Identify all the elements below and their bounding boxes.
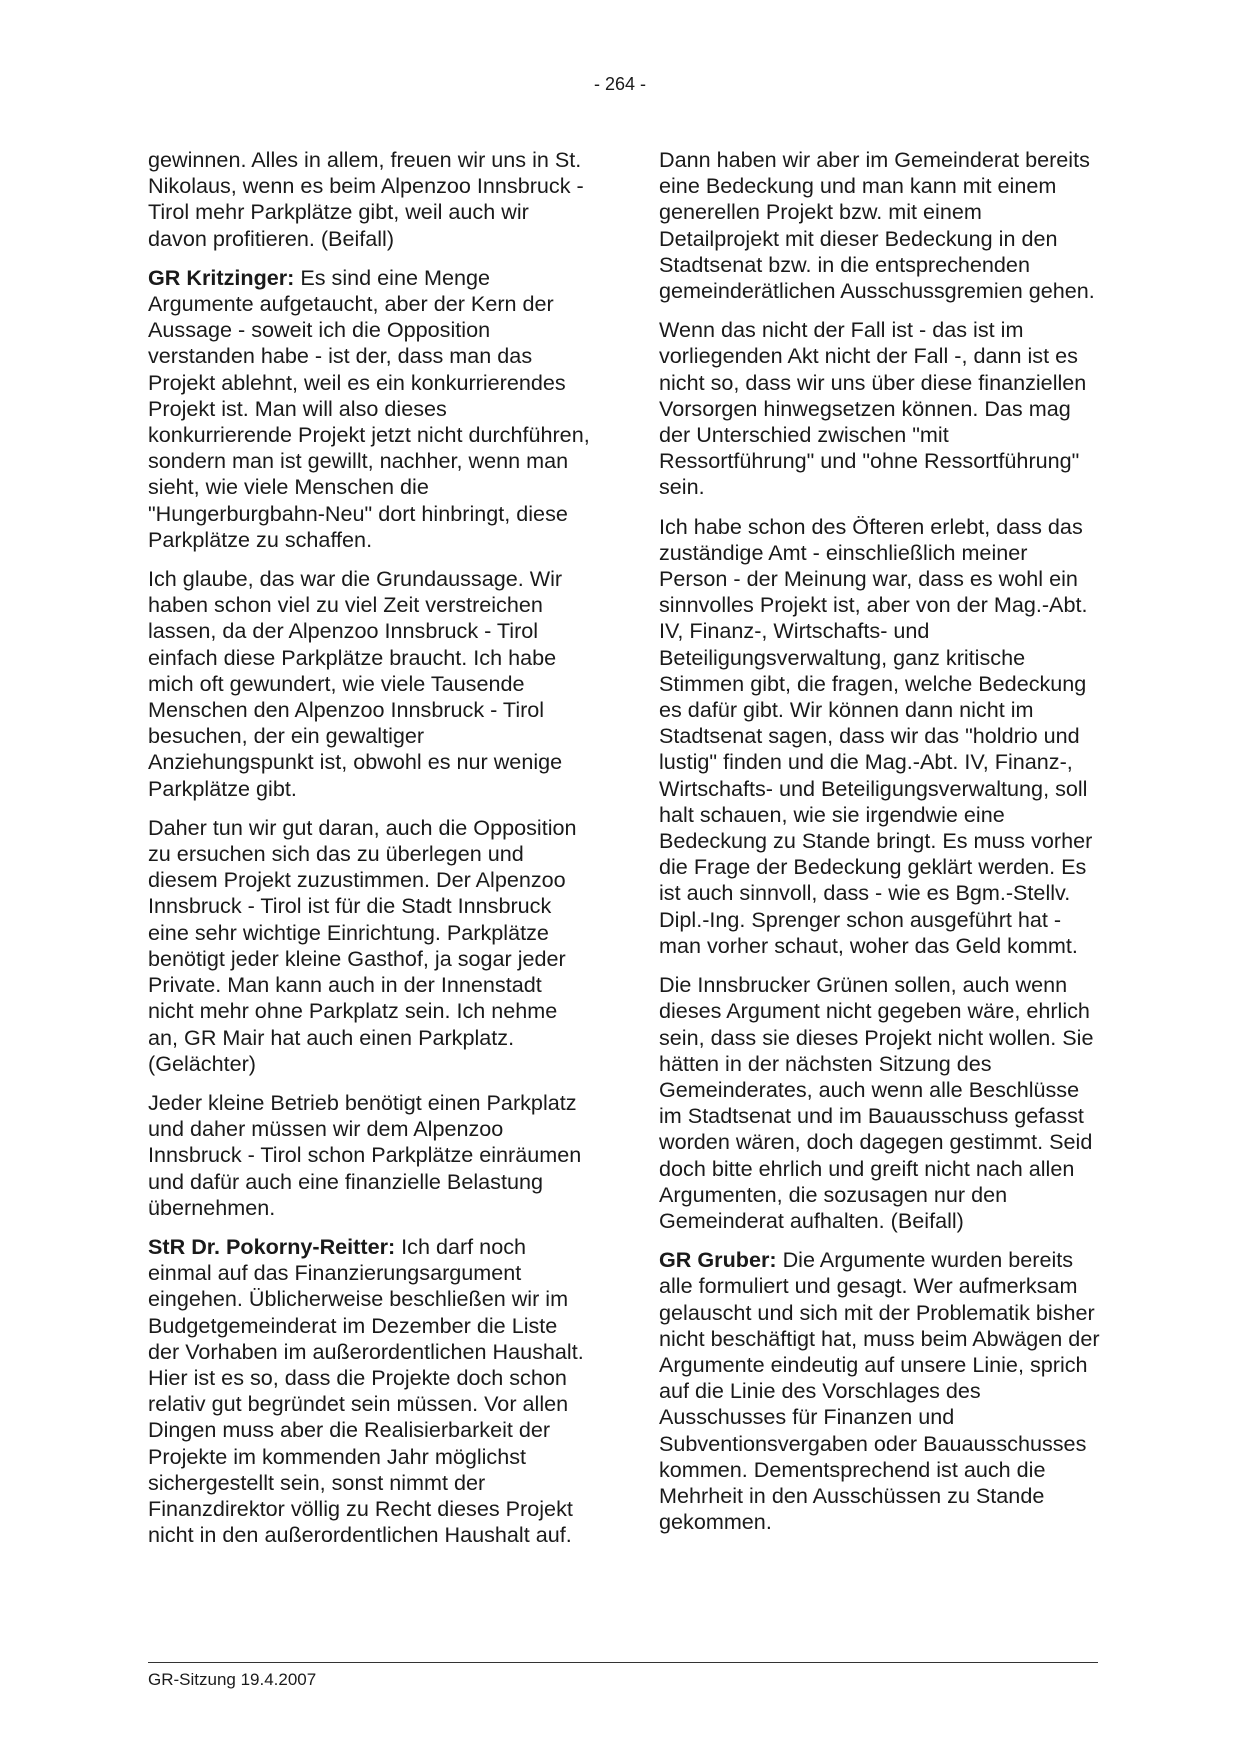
paragraph-text: Jeder kleine Betrieb benötigt einen Parkplatz und daher müssen wir dem Alpenzoo Innsbruck - Tirol schon Parkplätze einräumen und dafür auch eine finanzielle Belastung übernehmen. (148, 1089, 582, 1220)
speaker-name: GR Gruber: (659, 1247, 777, 1273)
paragraph (148, 1234, 590, 1548)
paragraph (659, 147, 1101, 304)
paragraph-text: Dann haben wir aber im Gemeinderat bereits eine Bedeckung und man kann mit einem generellen Projekt bzw. mit einem Detailprojekt mit dieser Bedeckung in den Stadtsenat bzw. in die entsprechenden gemeinderätlichen Ausschussgremien gehen. (659, 147, 1095, 304)
paragraph (659, 972, 1101, 1234)
paragraph-text: Daher tun wir gut daran, auch die Opposition zu ersuchen sich das zu überlegen und diesem Projekt zuzustimmen. Der Alpenzoo Innsbruck - Tirol ist für die Stadt Innsbruck eine sehr wichtige Einrichtung. Parkplätze benötigt jeder kleine Gasthof, ja sogar jeder Private. Man kann auch in der Innenstadt nicht mehr ohne Parkplatz sein. Ich nehme an, GR Mair hat auch einen Parkplatz. (Gelächter) (148, 814, 577, 1076)
paragraph-text: Die Innsbrucker Grünen sollen, auch wenn dieses Argument nicht gegeben wäre, ehrlich sein, dass sie dieses Projekt nicht wollen. Sie hätten in der nächsten Sitzung des Gemeinderates, auch wenn alle Beschlüsse im Stadtsenat und im Bauausschuss gefasst worden wären, doch dagegen gestimmt. Seid doch bitte ehrlich und greift nicht nach allen Argumenten, die sozusagen nur den Gemeinderat aufhalten. (Beifall) (659, 972, 1094, 1233)
paragraph (148, 147, 590, 252)
paragraph (148, 566, 590, 802)
paragraph-text: Ich darf noch einmal auf das Finanzierungsargument eingehen. Üblicherweise beschließen wir im Budgetgemeinderat im Dezember die Liste der Vorhaben im außerordentlichen Haushalt. Hier ist es so, dass die Projekte doch schon relativ gut begründet sein müssen. Vor allen Dingen muss aber die Realisierbarkeit der Projekte im kommenden Jahr möglichst sichergestellt sein, sonst nimmt der Finanzdirektor völlig zu Recht dieses Projekt nicht in den außerordentlichen Haushalt auf. (148, 1233, 584, 1548)
left-column (148, 147, 590, 1561)
speaker-name: StR Dr. Pokorny-Reitter: (148, 1233, 396, 1259)
paragraph (659, 317, 1101, 500)
paragraph-text: Wenn das nicht der Fall ist - das ist im vorliegenden Akt nicht der Fall -, dann ist es nicht so, dass wir uns über diese finanziellen Vorsorgen hinwegsetzen können. Das mag der Unterschied zwischen "mit Ressortführung" und "ohne Ressortführung" sein. (659, 317, 1087, 500)
paragraph (659, 514, 1101, 959)
paragraph-text: Die Argumente wurden bereits alle formuliert und gesagt. Wer aufmerksam gelauscht und sich mit der Problematik bisher nicht beschäftigt hat, muss beim Abwägen der Argumente eindeutig auf unsere Linie, sprich auf die Linie des Vorschlages des Ausschusses für Finanzen und Subventionsvergaben oder Bauausschusses kommen. Dementsprechend ist auch die Mehrheit in den Ausschüssen zu Stande gekommen. (659, 1247, 1100, 1535)
paragraph-text: Ich glaube, das war die Grundaussage. Wir haben schon viel zu viel Zeit verstreichen lassen, da der Alpenzoo Innsbruck - Tirol einfach diese Parkplätze braucht. Ich habe mich oft gewundert, wie viele Tausende Menschen den Alpenzoo Innsbruck - Tirol besuchen, der ein gewaltiger Anziehungspunkt ist, obwohl es nur wenige Parkplätze gibt. (148, 566, 563, 801)
paragraph (659, 1247, 1101, 1535)
right-column (659, 147, 1101, 1548)
paragraph (148, 815, 590, 1077)
footer-session-label: GR-Sitzung 19.4.2007 (148, 1670, 317, 1689)
paragraph (148, 265, 590, 553)
paragraph-text: Ich habe schon des Öfteren erlebt, dass das zuständige Amt - einschließlich meiner Person - der Meinung war, dass es wohl ein sinnvolles Projekt ist, aber von der Mag.-Abt. IV, Finanz-, Wirtschafts- und Beteiligungsverwaltung, ganz kritische Stimmen gibt, die fragen, welche Bedeckung es dafür gibt. Wir können dann nicht im Stadtsenat sagen, dass wir das "holdrio und lustig" finden und die Mag.-Abt. IV, Finanz-, Wirtschafts- und Beteiligungsverwaltung, soll halt schauen, wie sie irgendwie eine Bedeckung zu Stande bringt. Es muss vorher die Frage der Bedeckung geklärt werden. Es ist auch sinnvoll, dass - wie es Bgm.-Stellv. Dipl.-Ing. Sprenger schon ausgeführt hat - man vorher schaut, woher das Geld kommt. (659, 513, 1093, 958)
paragraph-text: gewinnen. Alles in allem, freuen wir uns in St. Nikolaus, wenn es beim Alpenzoo Innsbruck - Tirol mehr Parkplätze gibt, weil auch wir davon profitieren. (Beifall) (148, 147, 584, 251)
speaker-name: GR Kritzinger: (148, 264, 295, 290)
footer-divider (148, 1662, 1098, 1663)
page-number: - 264 - (593, 74, 647, 94)
paragraph (148, 1090, 590, 1221)
paragraph-text: Es sind eine Menge Argumente aufgetaucht, aber der Kern der Aussage - soweit ich die Opposition verstanden habe - ist der, dass man das Projekt ablehnt, weil es ein konkurrierendes Projekt ist. Man will also dieses konkurrierende Projekt jetzt nicht durchführen, sondern man ist gewillt, nachher, wenn man sieht, wie viele Menschen die "Hungerburgbahn-Neu" dort hinbringt, diese Parkplätze zu schaffen. (148, 264, 590, 552)
